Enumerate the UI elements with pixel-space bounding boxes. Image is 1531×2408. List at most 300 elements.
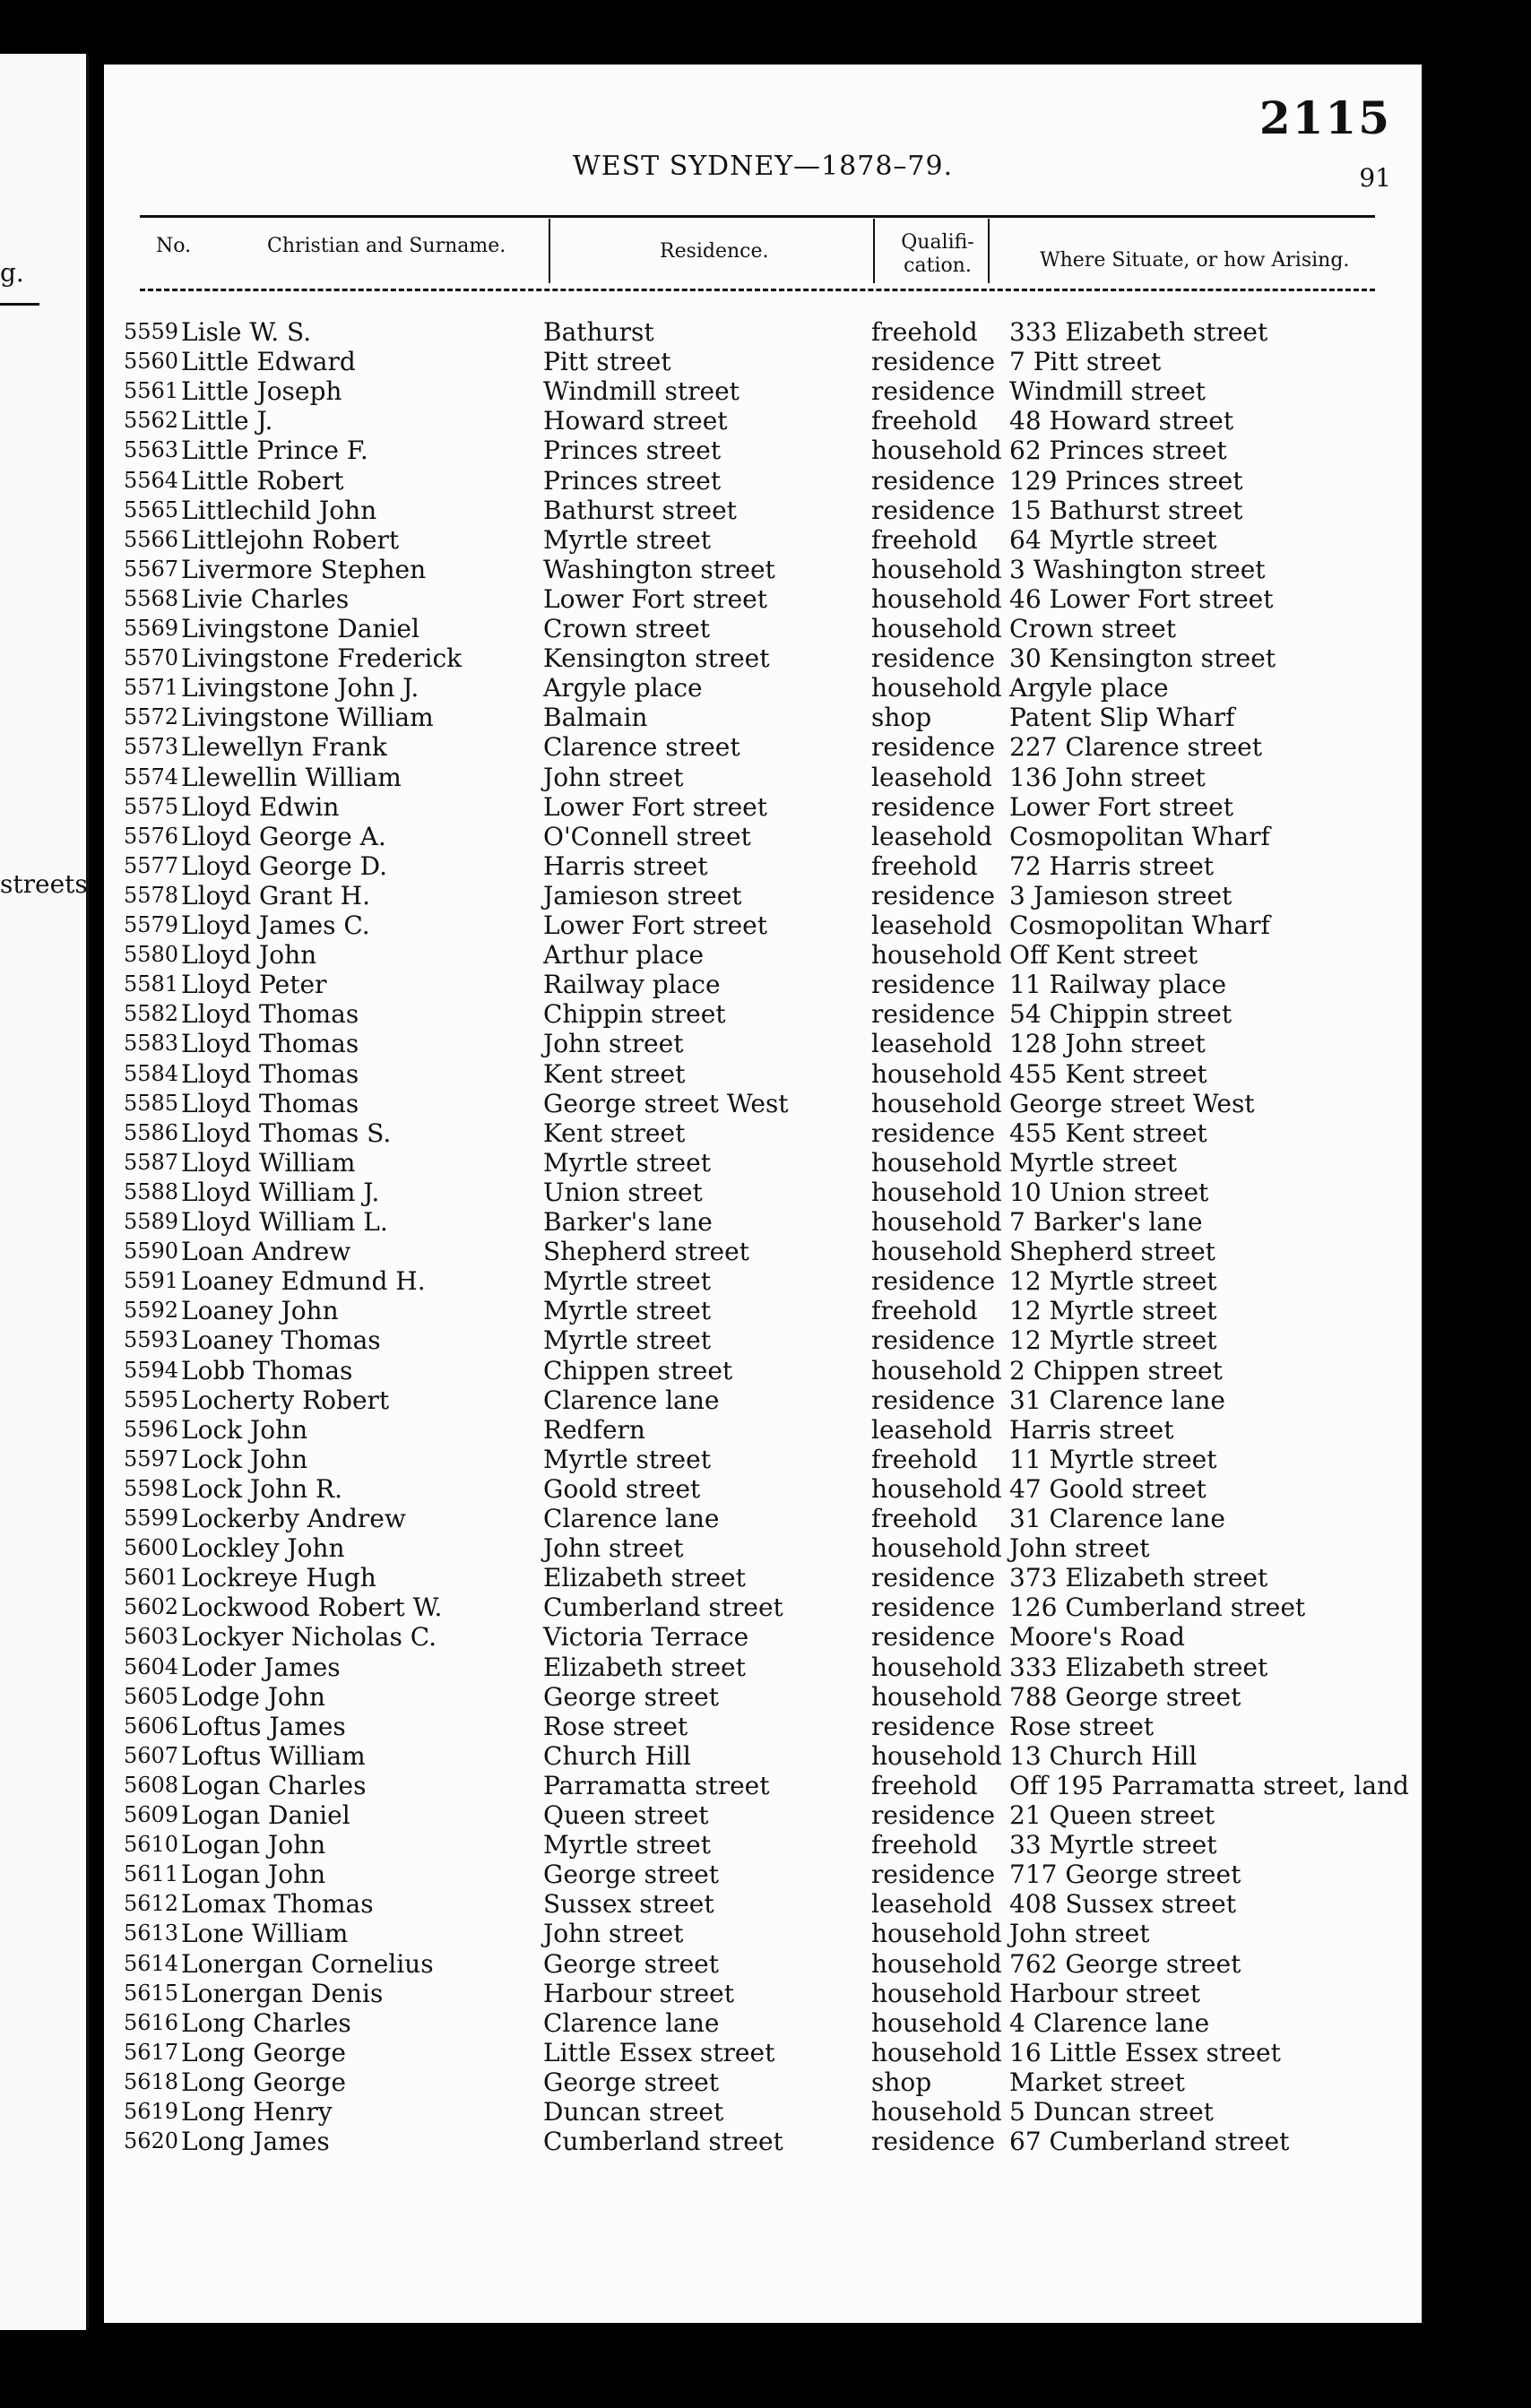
entry-qualification: household: [871, 583, 1002, 614]
entry-residence: George street West: [543, 1088, 789, 1118]
table-row: [104, 317, 1422, 347]
entry-qualification: residence: [871, 1385, 996, 1415]
table-row: [104, 1445, 1422, 1474]
entry-number: 5559: [124, 319, 179, 344]
entry-qualification: freehold: [871, 317, 978, 347]
entry-number: 5564: [124, 467, 179, 493]
entry-number: 5591: [124, 1268, 179, 1294]
entry-residence: Myrtle street: [543, 524, 711, 555]
entry-qualification: household: [871, 436, 1002, 466]
entry-name: Locherty Robert: [181, 1385, 390, 1415]
entry-name: Littlechild John: [181, 495, 377, 525]
entry-where-situate: Lower Fort street: [1009, 791, 1233, 822]
entry-name: Lomax Thomas: [181, 1889, 374, 1920]
header-rule-top: [140, 215, 1375, 218]
entry-residence: Kent street: [543, 1118, 686, 1148]
entry-where-situate: 67 Cumberland street: [1009, 2127, 1290, 2157]
entry-where-situate: Off Kent street: [1009, 940, 1198, 971]
table-row: [104, 940, 1422, 970]
entry-where-situate: 30 Kensington street: [1009, 643, 1276, 674]
entry-qualification: residence: [871, 1592, 996, 1623]
entry-qualification: household: [871, 1207, 1002, 1237]
entry-number: 5600: [124, 1535, 179, 1561]
header-qualification: Qualifi- cation.: [901, 231, 974, 277]
entry-number: 5590: [124, 1239, 179, 1264]
entry-qualification: residence: [871, 1622, 996, 1653]
entry-residence: Lower Fort street: [543, 911, 767, 940]
entry-name: Loder James: [181, 1652, 341, 1682]
entry-number: 5607: [124, 1742, 179, 1768]
entry-residence: Little Essex street: [543, 2037, 775, 2067]
entry-qualification: household: [871, 2007, 1002, 2038]
table-row: [104, 970, 1422, 999]
entry-residence: John street: [543, 1029, 684, 1059]
entry-residence: Clarence lane: [543, 1385, 720, 1415]
entry-residence: Crown street: [543, 614, 710, 643]
entry-where-situate: 47 Goold street: [1009, 1473, 1207, 1504]
entry-name: Lockreye Hugh: [181, 1563, 376, 1593]
table-row: [104, 763, 1422, 792]
table-row: [104, 436, 1422, 465]
entry-residence: Howard street: [543, 406, 728, 436]
table-row: [104, 1533, 1422, 1563]
table-row: [104, 1919, 1422, 1948]
entry-where-situate: 4 Clarence lane: [1009, 2007, 1210, 2038]
entry-name: Llewellyn Frank: [181, 732, 387, 763]
entry-number: 5595: [124, 1386, 179, 1412]
entry-qualification: household: [871, 673, 1002, 703]
entry-residence: Harris street: [543, 850, 708, 881]
header-where: Where Situate, or how Arising.: [1040, 249, 1350, 272]
table-row: [104, 999, 1422, 1029]
entry-qualification: household: [871, 2037, 1002, 2067]
table-row: [104, 881, 1422, 911]
entry-where-situate: 11 Myrtle street: [1009, 1444, 1217, 1474]
entry-residence: John street: [543, 762, 684, 792]
header-name: Christian and Surname.: [267, 235, 506, 257]
entry-where-situate: Rose street: [1009, 1711, 1155, 1741]
entry-where-situate: Moore's Road: [1009, 1622, 1185, 1653]
entry-where-situate: 64 Myrtle street: [1009, 524, 1217, 555]
entry-qualification: freehold: [871, 1830, 978, 1860]
entry-number: 5561: [124, 378, 179, 404]
table-row: [104, 1800, 1422, 1830]
table-row: [104, 2127, 1422, 2156]
table-row: [104, 1682, 1422, 1712]
entry-residence: Elizabeth street: [543, 1563, 746, 1593]
entry-number: 5587: [124, 1149, 179, 1175]
entry-number: 5598: [124, 1475, 179, 1501]
entry-residence: John street: [543, 1919, 684, 1949]
table-row: [104, 1325, 1422, 1355]
entry-residence: Sussex street: [543, 1889, 714, 1920]
entry-number: 5576: [124, 823, 179, 849]
entry-name: Livermore Stephen: [181, 554, 427, 584]
table-row: [104, 2008, 1422, 2038]
table-row: [104, 1622, 1422, 1652]
entry-qualification: household: [871, 1147, 1002, 1178]
left-page-text-mid: streets: [0, 869, 88, 899]
entry-number: 5579: [124, 912, 179, 937]
entry-residence: George street: [543, 1948, 719, 1979]
entry-residence: Myrtle street: [543, 1444, 711, 1474]
entry-name: Lloyd Grant H.: [181, 880, 370, 911]
entry-number: 5611: [124, 1861, 179, 1887]
entry-where-situate: 762 George street: [1009, 1948, 1241, 1979]
table-row: [104, 822, 1422, 851]
entry-number: 5619: [124, 2099, 179, 2124]
entry-name: Lockwood Robert W.: [181, 1592, 443, 1623]
entry-residence: Clarence lane: [543, 1504, 720, 1533]
entry-qualification: household: [871, 1088, 1002, 1118]
entry-qualification: leasehold: [871, 1029, 992, 1059]
entry-name: Lloyd Peter: [181, 970, 327, 1000]
header-separator: [988, 219, 990, 283]
entry-number: 5597: [124, 1446, 179, 1472]
entry-where-situate: 2 Chippen street: [1009, 1355, 1223, 1385]
entry-number: 5566: [124, 526, 179, 552]
entry-where-situate: 136 John street: [1009, 762, 1206, 792]
left-page-rule: [0, 303, 39, 306]
entry-name: Loaney Thomas: [181, 1325, 381, 1356]
entry-number: 5612: [124, 1891, 179, 1917]
table-row: [104, 406, 1422, 436]
header-no: No.: [156, 235, 192, 257]
entry-number: 5615: [124, 1980, 179, 2006]
table-row: [104, 376, 1422, 406]
entry-residence: Duncan street: [543, 2097, 724, 2127]
entry-qualification: freehold: [871, 1504, 978, 1533]
entry-name: Lloyd George A.: [181, 821, 386, 851]
entry-name: Lisle W. S.: [181, 317, 312, 347]
entry-residence: George street: [543, 1681, 719, 1712]
entry-number: 5578: [124, 882, 179, 908]
entry-qualification: household: [871, 614, 1002, 643]
entry-number: 5581: [124, 971, 179, 997]
entry-number: 5599: [124, 1506, 179, 1531]
entry-qualification: freehold: [871, 524, 978, 555]
table-row: [104, 703, 1422, 732]
entry-number: 5577: [124, 852, 179, 878]
entry-name: Lloyd William: [181, 1147, 356, 1178]
entry-where-situate: 21 Queen street: [1009, 1800, 1215, 1830]
entry-qualification: household: [871, 1473, 1002, 1504]
entry-where-situate: 12 Myrtle street: [1009, 1325, 1217, 1356]
entry-qualification: household: [871, 1355, 1002, 1385]
entry-qualification: household: [871, 554, 1002, 584]
entry-number: 5601: [124, 1565, 179, 1591]
entry-qualification: residence: [871, 1860, 996, 1890]
entry-qualification: household: [871, 1058, 1002, 1089]
entry-number: 5568: [124, 585, 179, 611]
entry-name: Lodge John: [181, 1681, 325, 1712]
entry-where-situate: 46 Lower Fort street: [1009, 583, 1274, 614]
entry-where-situate: Argyle place: [1009, 673, 1169, 703]
entry-where-situate: John street: [1009, 1919, 1150, 1949]
entry-qualification: household: [871, 1533, 1002, 1564]
entry-name: Lock John: [181, 1444, 308, 1474]
table-row: [104, 1356, 1422, 1385]
entry-name: Lloyd Thomas S.: [181, 1118, 392, 1148]
entry-residence: Myrtle street: [543, 1830, 711, 1860]
entry-qualification: residence: [871, 1325, 996, 1356]
entry-name: Lockerby Andrew: [181, 1504, 406, 1533]
entry-qualification: leasehold: [871, 762, 992, 792]
entry-qualification: household: [871, 1652, 1002, 1682]
entry-number: 5593: [124, 1327, 179, 1353]
table-row: [104, 1296, 1422, 1325]
entry-where-situate: 10 Union street: [1009, 1177, 1209, 1207]
table-row: [104, 732, 1422, 762]
entry-number: 5616: [124, 2009, 179, 2035]
entry-residence: Windmill street: [543, 376, 740, 407]
entry-qualification: residence: [871, 970, 996, 1000]
entry-residence: Redfern: [543, 1414, 645, 1445]
entry-residence: Myrtle street: [543, 1296, 711, 1326]
entry-where-situate: George street West: [1009, 1088, 1255, 1118]
entry-residence: Myrtle street: [543, 1266, 711, 1297]
table-row: [104, 1860, 1422, 1889]
table-row: [104, 673, 1422, 703]
entry-name: Logan Daniel: [181, 1800, 350, 1830]
entry-qualification: residence: [871, 1711, 996, 1741]
entry-name: Lone William: [181, 1919, 349, 1949]
entry-where-situate: 717 George street: [1009, 1860, 1241, 1890]
entry-where-situate: Cosmopolitan Wharf: [1009, 821, 1270, 851]
table-row: [104, 525, 1422, 555]
entry-qualification: residence: [871, 465, 996, 496]
entry-residence: Rose street: [543, 1711, 688, 1741]
entry-name: Loaney Edmund H.: [181, 1266, 426, 1297]
entry-where-situate: Harris street: [1009, 1414, 1174, 1445]
entry-where-situate: 128 John street: [1009, 1029, 1206, 1059]
entry-residence: Railway place: [543, 970, 721, 1000]
entry-qualification: freehold: [871, 406, 978, 436]
entry-where-situate: 126 Cumberland street: [1009, 1592, 1306, 1623]
table-row: [104, 496, 1422, 525]
entry-name: Long Henry: [181, 2097, 333, 2127]
entry-qualification: freehold: [871, 1444, 978, 1474]
table-row: [104, 643, 1422, 673]
entry-qualification: residence: [871, 732, 996, 763]
entry-name: Lockley John: [181, 1533, 345, 1564]
entry-where-situate: 62 Princes street: [1009, 436, 1227, 466]
entry-residence: Arthur place: [543, 940, 705, 971]
entry-qualification: residence: [871, 495, 996, 525]
table-row: [104, 1979, 1422, 2008]
table-row: [104, 1771, 1422, 1800]
entry-name: Lockyer Nicholas C.: [181, 1622, 437, 1653]
entry-name: Lock John R.: [181, 1473, 343, 1504]
table-row: [104, 347, 1422, 376]
page-title: WEST SYDNEY—1878–79.: [572, 151, 954, 182]
entry-name: Long George: [181, 2067, 346, 2097]
entry-name: Lloyd William L.: [181, 1207, 388, 1237]
table-row: [104, 911, 1422, 940]
entry-where-situate: 373 Elizabeth street: [1009, 1563, 1268, 1593]
table-row: [104, 1949, 1422, 1979]
table-row: [104, 792, 1422, 822]
entry-number: 5571: [124, 675, 179, 701]
entry-number: 5573: [124, 734, 179, 760]
table-row: [104, 1118, 1422, 1148]
entry-name: Long Charles: [181, 2007, 351, 2038]
table-row: [104, 2038, 1422, 2067]
entry-number: 5586: [124, 1119, 179, 1145]
entry-residence: Jamieson street: [543, 880, 742, 911]
entry-residence: Bathurst street: [543, 495, 737, 525]
page-number-small: 91: [1359, 163, 1391, 193]
entry-number: 5618: [124, 2068, 179, 2094]
entry-residence: Chippen street: [543, 1355, 733, 1385]
table-row: [104, 555, 1422, 584]
entry-name: Lloyd William J.: [181, 1177, 380, 1207]
entry-name: Logan John: [181, 1830, 326, 1860]
table-row: [104, 1653, 1422, 1682]
entry-number: 5570: [124, 645, 179, 671]
entry-residence: Princes street: [543, 465, 722, 496]
entry-where-situate: Market street: [1009, 2067, 1185, 2097]
entry-name: Lloyd John: [181, 940, 317, 971]
table-row: [104, 1059, 1422, 1089]
entry-number: 5609: [124, 1802, 179, 1827]
entry-name: Loftus James: [181, 1711, 346, 1741]
entry-residence: Church Hill: [543, 1740, 691, 1771]
entry-number: 5582: [124, 1001, 179, 1027]
table-row: [104, 466, 1422, 496]
entry-where-situate: John street: [1009, 1533, 1150, 1564]
entry-residence: Kensington street: [543, 643, 770, 674]
table-row: [104, 1592, 1422, 1622]
entry-number: 5563: [124, 437, 179, 463]
entry-name: Little Edward: [181, 347, 356, 377]
table-row: [104, 2067, 1422, 2097]
entry-qualification: residence: [871, 2127, 996, 2157]
left-page-fragment: [0, 54, 89, 2330]
entry-where-situate: 227 Clarence street: [1009, 732, 1262, 763]
entry-number: 5567: [124, 556, 179, 582]
entry-where-situate: 333 Elizabeth street: [1009, 1652, 1268, 1682]
entry-where-situate: 72 Harris street: [1009, 850, 1215, 881]
entry-qualification: residence: [871, 1563, 996, 1593]
entry-name: Llewellin William: [181, 762, 402, 792]
entry-name: Lloyd James C.: [181, 911, 370, 940]
entry-qualification: freehold: [871, 1296, 978, 1326]
entry-where-situate: 5 Duncan street: [1009, 2097, 1214, 2127]
header-separator: [873, 219, 875, 283]
entry-number: 5560: [124, 349, 179, 375]
table-row: [104, 1148, 1422, 1178]
entry-number: 5588: [124, 1178, 179, 1204]
table-row: [104, 1385, 1422, 1415]
entry-qualification: household: [871, 1177, 1002, 1207]
table-row: [104, 1712, 1422, 1741]
entry-number: 5602: [124, 1594, 179, 1620]
entry-qualification: shop: [871, 2067, 932, 2097]
entry-name: Little J.: [181, 406, 273, 436]
entry-residence: Harbour street: [543, 1978, 734, 2008]
entry-residence: Argyle place: [543, 673, 703, 703]
table-row: [104, 584, 1422, 614]
entry-number: 5584: [124, 1060, 179, 1086]
entry-qualification: leasehold: [871, 1889, 992, 1920]
entry-residence: Princes street: [543, 436, 722, 466]
entry-residence: Bathurst: [543, 317, 654, 347]
table-row: [104, 1029, 1422, 1058]
entry-qualification: household: [871, 1978, 1002, 2008]
entry-qualification: residence: [871, 376, 996, 407]
entry-name: Little Prince F.: [181, 436, 368, 466]
entry-qualification: household: [871, 2097, 1002, 2127]
entry-number: 5596: [124, 1416, 179, 1442]
entry-where-situate: Myrtle street: [1009, 1147, 1177, 1178]
entry-number: 5605: [124, 1683, 179, 1709]
entry-name: Lonergan Denis: [181, 1978, 384, 2008]
entry-where-situate: 3 Jamieson street: [1009, 880, 1233, 911]
entry-where-situate: 31 Clarence lane: [1009, 1385, 1225, 1415]
entry-qualification: residence: [871, 347, 996, 377]
entry-residence: Myrtle street: [543, 1147, 711, 1178]
entry-residence: Lower Fort street: [543, 583, 767, 614]
table-row: [104, 1178, 1422, 1207]
entry-where-situate: 3 Washington street: [1009, 554, 1266, 584]
entry-number: 5613: [124, 1920, 179, 1946]
entry-name: Lloyd Thomas: [181, 1088, 359, 1118]
entry-name: Loaney John: [181, 1296, 339, 1326]
entry-number: 5617: [124, 2039, 179, 2065]
entry-number: 5574: [124, 764, 179, 790]
register-page: [104, 65, 1422, 2323]
entry-qualification: leasehold: [871, 911, 992, 940]
entry-where-situate: 16 Little Essex street: [1009, 2037, 1281, 2067]
entry-where-situate: 455 Kent street: [1009, 1058, 1207, 1089]
entry-qualification: residence: [871, 880, 996, 911]
entry-qualification: freehold: [871, 1770, 978, 1800]
header-separator: [549, 219, 550, 283]
entry-where-situate: 48 Howard street: [1009, 406, 1234, 436]
entry-residence: Chippin street: [543, 999, 726, 1030]
entry-name: Little Joseph: [181, 376, 342, 407]
entry-number: 5604: [124, 1653, 179, 1679]
entry-residence: Kent street: [543, 1058, 686, 1089]
entry-residence: George street: [543, 2067, 719, 2097]
entry-name: Lloyd George D.: [181, 850, 387, 881]
entry-number: 5572: [124, 704, 179, 730]
entry-where-situate: 333 Elizabeth street: [1009, 317, 1268, 347]
entry-name: Littlejohn Robert: [181, 524, 400, 555]
entry-where-situate: Harbour street: [1009, 1978, 1200, 2008]
entry-residence: Clarence street: [543, 732, 740, 763]
entry-qualification: residence: [871, 999, 996, 1030]
entry-name: Livingstone Frederick: [181, 643, 463, 674]
entry-qualification: residence: [871, 643, 996, 674]
entry-residence: George street: [543, 1860, 719, 1890]
entry-number: 5562: [124, 408, 179, 434]
entry-residence: Cumberland street: [543, 2127, 783, 2157]
entry-where-situate: 12 Myrtle street: [1009, 1266, 1217, 1297]
entry-name: Livingstone William: [181, 703, 434, 733]
entry-residence: Myrtle street: [543, 1325, 711, 1356]
entry-name: Lobb Thomas: [181, 1355, 353, 1385]
table-row: [104, 1207, 1422, 1237]
table-row: [104, 1504, 1422, 1533]
entry-residence: Clarence lane: [543, 2007, 720, 2038]
entry-number: 5610: [124, 1832, 179, 1858]
entry-name: Long James: [181, 2127, 330, 2157]
entry-number: 5585: [124, 1090, 179, 1116]
entry-qualification: household: [871, 1948, 1002, 1979]
table-row: [104, 1830, 1422, 1860]
